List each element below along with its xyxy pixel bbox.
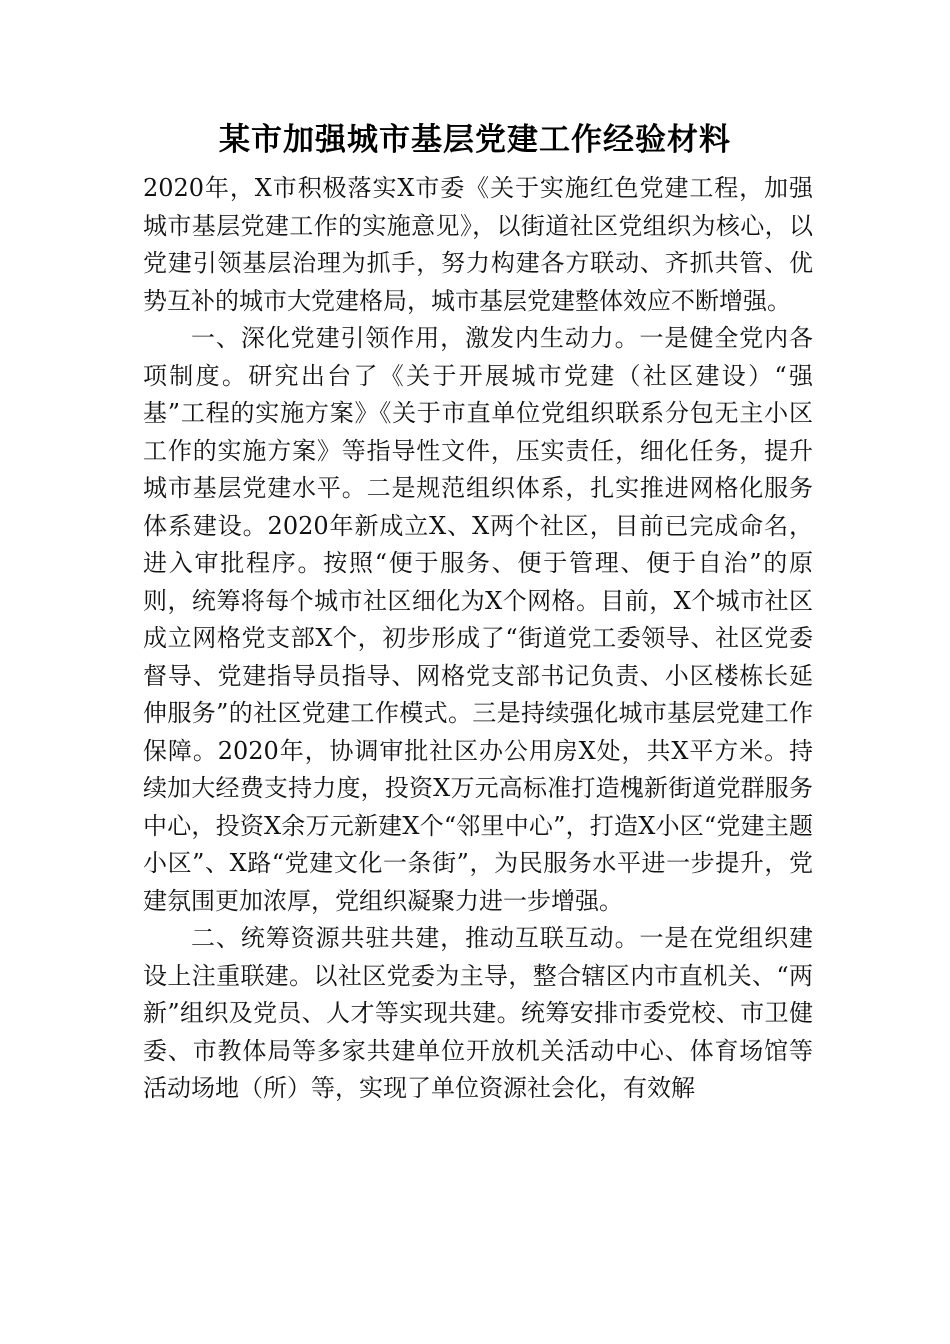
paragraph-intro: 2020年，X市积极落实X市委《关于实施红色党建工程，加强城市基层党建工作的实施意见》，以街道社区党组织为核心，以党建引领基层治理为抓手，努力构建各方联动、齐抓共管、优势互补的城市大党建格局，城市基层党建整体效应不断增强。 xyxy=(143,174,813,315)
paragraph-section-two: 二、统筹资源共驻共建，推动互联互动。一是在党组织建设上注重联建。以社区党委为主导，整合辖区内市直机关、“两新”组织及党员、人才等实现共建。统筹安排市委党校、市卫健委、市教体局等多家共建单位开放机关活动中心、体育场馆等活动场地（所）等，实现了单位资源社会化，有效解 xyxy=(143,924,813,1102)
paragraph-section-one: 一、深化党建引领作用，激发内生动力。一是健全党内各项制度。研究出台了《关于开展城市党建（社区建设）“强基”工程的实施方案》《关于市直单位党组织联系分包无主小区工作的实施方案》等指导性文件，压实责任，细化任务，提升城市基层党建水平。二是规范组织体系，扎实推进网格化服务体系建设。2020年新成立X、X两个社区，目前已完成命名，进入审批程序。按照“便于服务、便于管理、便于自治”的原则，统筹将每个城市社区细化为X个网格。目前，X个城市社区成立网格党支部X个，初步形成了“街道党工委领导、社区党委督导、党建指导员指导、网格党支部书记负责、小区楼栋长延伸服务”的社区党建工作模式。三是持续强化城市基层党建工作保障。2020年，协调审批社区办公用房X处，共X平方米。持续加大经费支持力度，投资X万元高标准打造槐新街道党群服务中心，投资X余万元新建X个“邻里中心”，打造X小区“党建主题小区”、X路“党建文化一条街”，为民服务水平进一步提升，党建氛围更加浓厚，党组织凝聚力进一步增强。 xyxy=(143,324,813,915)
document-title: 某市加强城市基层党建工作经验材料 xyxy=(219,122,731,158)
document-body xyxy=(143,170,813,1108)
